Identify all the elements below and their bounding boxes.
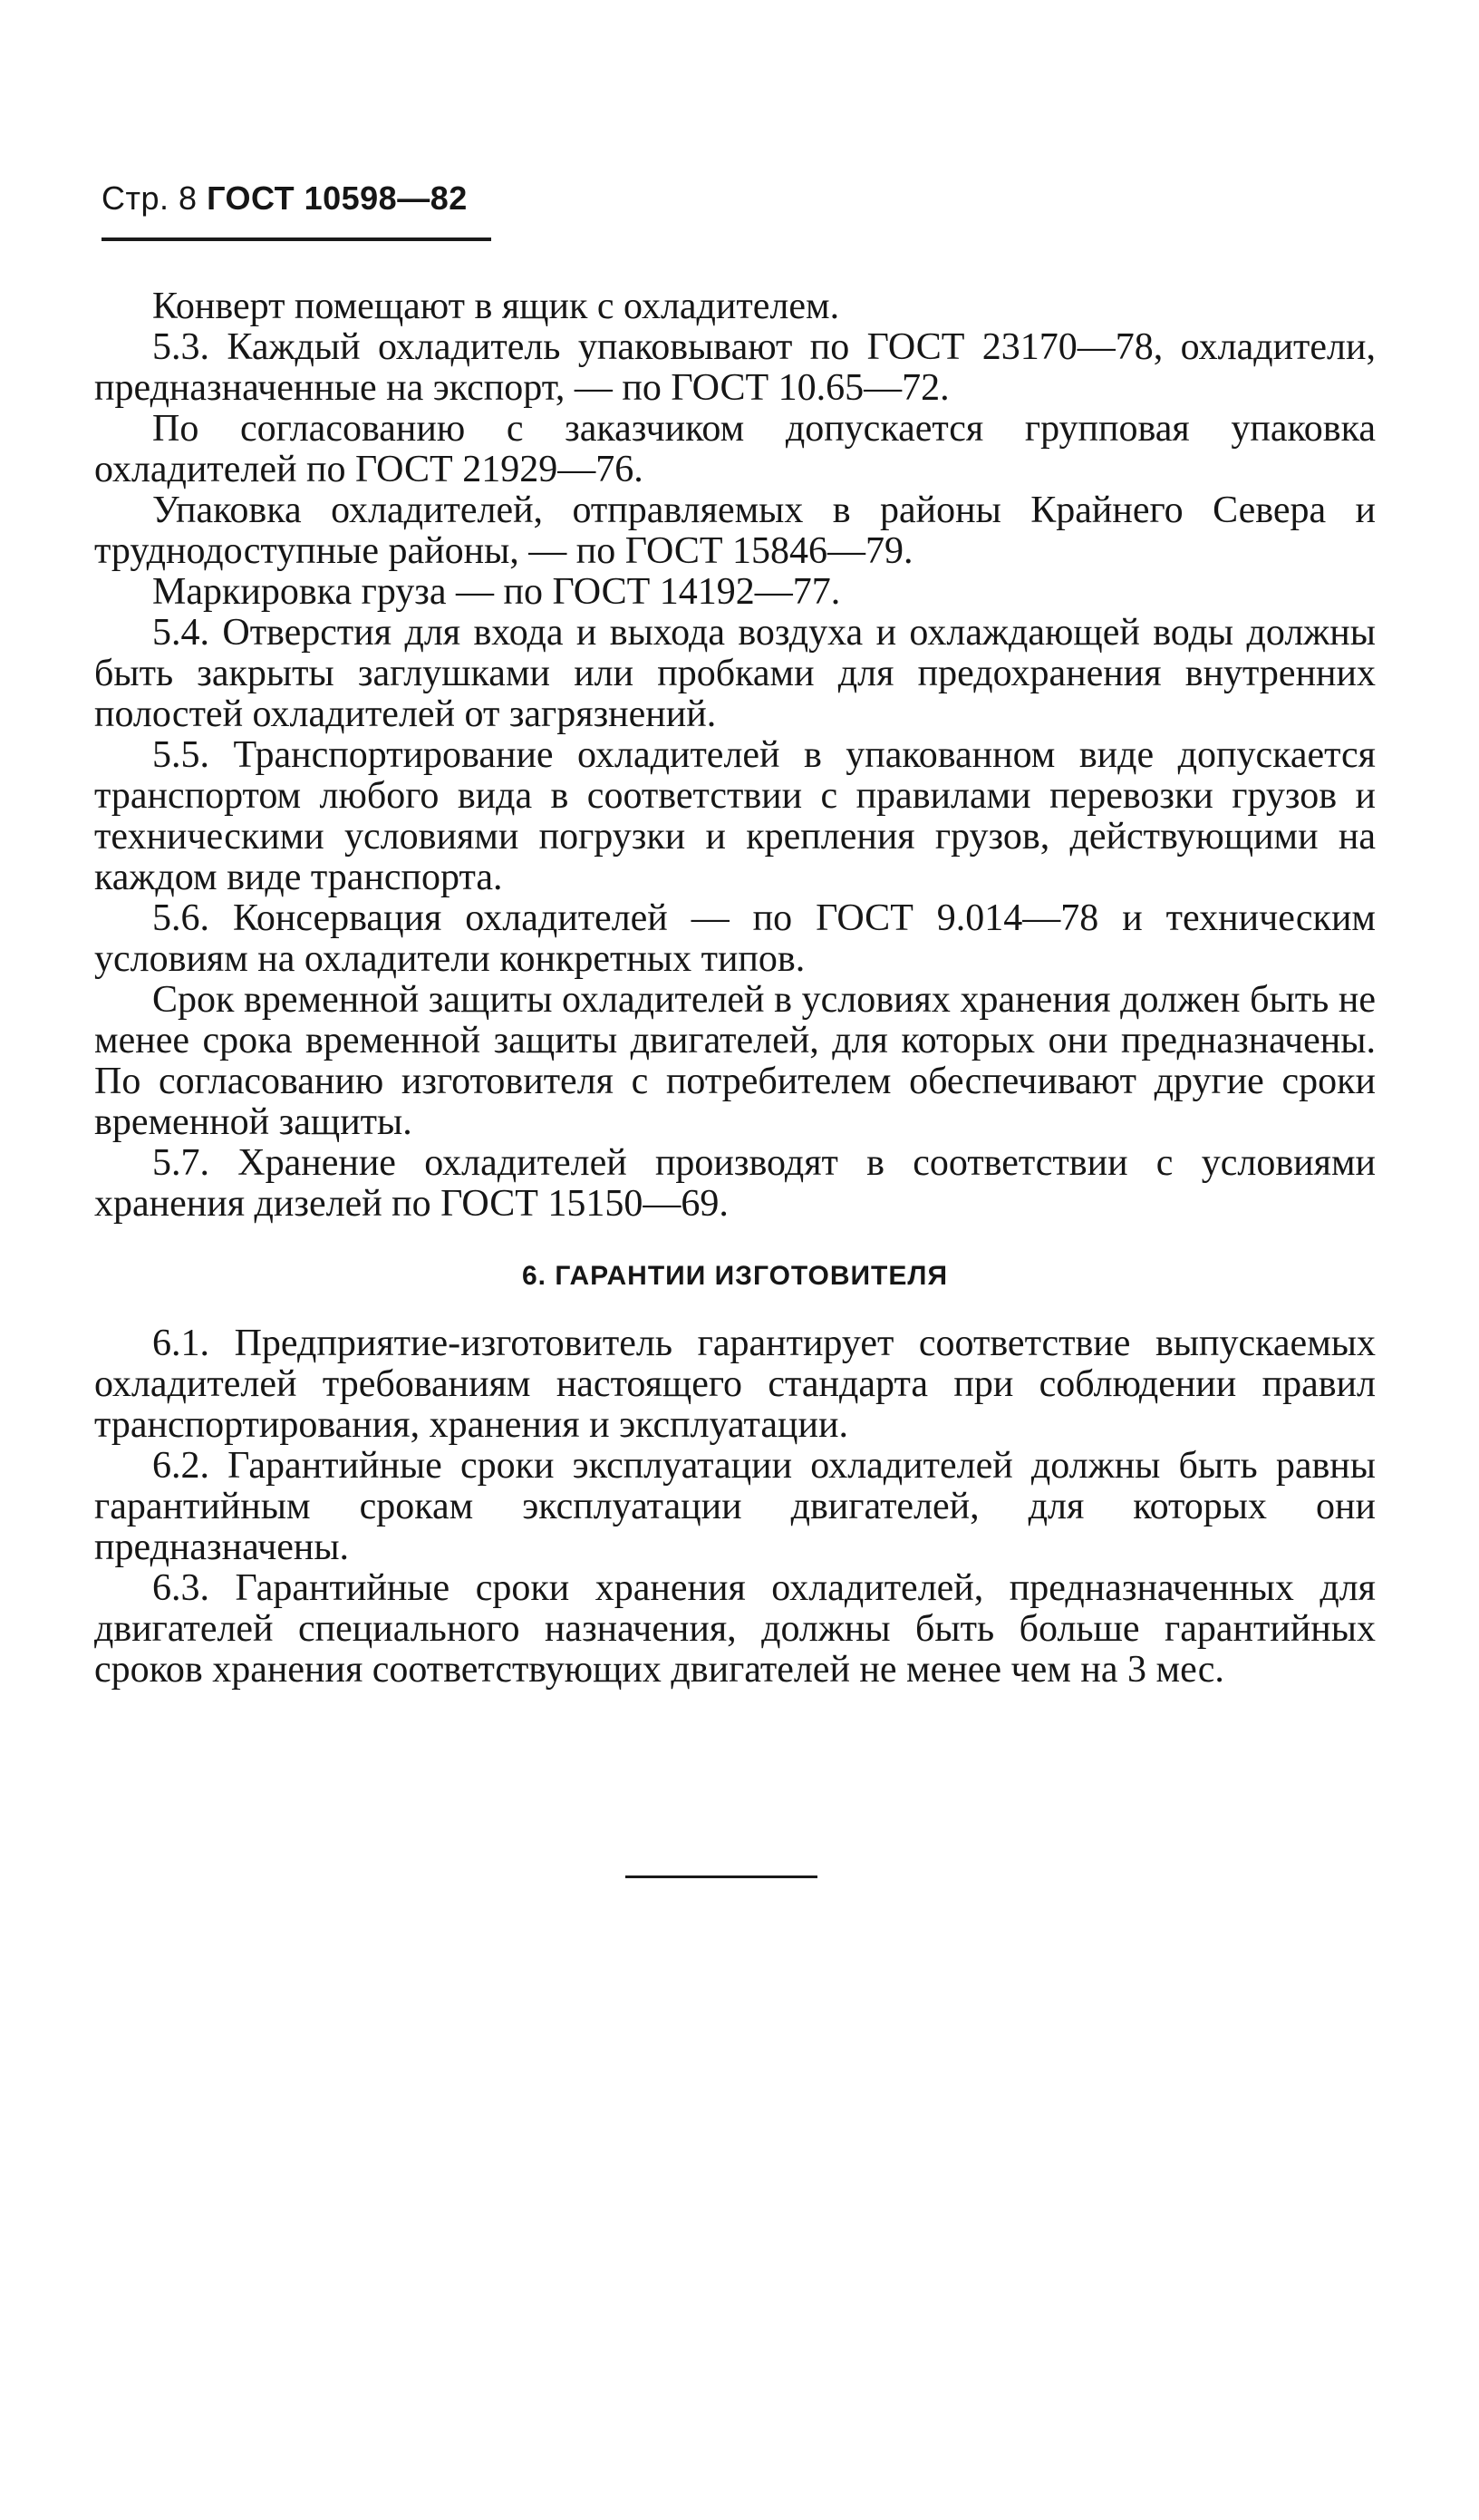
end-rule (625, 1875, 817, 1878)
header-rule (102, 237, 491, 241)
body-text (94, 286, 1376, 1691)
paragraph-group-packing: По согласованию с заказчиком допускается групповая упаковка охладителей по ГОСТ 21929—76. (94, 408, 1376, 490)
paragraph-5-5: 5.5. Транспортирование охладителей в упакованном виде допускается транспортом любого вида в соответствии с правилами перевозки грузов и техническими условиями погрузки и крепления грузов, действующими на каждом виде транспорта. (94, 734, 1376, 898)
standard-designation: ГОСТ 10598—82 (207, 179, 468, 217)
paragraph-5-7: 5.7. Хранение охладителей производят в соответствии с условиями хранения дизелей по ГОСТ 15150—69. (94, 1142, 1376, 1225)
section-heading: 6. ГАРАНТИИ ИЗГОТОВИТЕЛЯ (521, 1261, 948, 1291)
paragraph-6-3: 6.3. Гарантийные сроки хранения охладителей, предназначенных для двигателей специального назначения, должны быть больше гарантийных сроков хранения соответствующих двигателей не менее чем на 3 мес. (94, 1567, 1376, 1691)
paragraph-5-3: 5.3. Каждый охладитель упаковывают по ГОСТ 23170—78, охладители, предназначенные на экспорт, — по ГОСТ 10.65—72. (94, 326, 1376, 409)
paragraph-6-2: 6.2. Гарантийные сроки эксплуатации охладителей должны быть равны гарантийным срокам эксплуатации двигателей, для которых они предназначены. (94, 1445, 1376, 1568)
paragraph-protection-term: Срок временной защиты охладителей в условиях хранения должен быть не менее срока временной защиты двигателей, для которых они предназначены. По согласованию изготовителя с потребителем обеспечивают другие сроки временной защиты. (94, 979, 1376, 1143)
paragraph-6-1: 6.1. Предприятие-изготовитель гарантирует соответствие выпускаемых охладителей требованиям настоящего стандарта при соблюдении правил транспортирования, хранения и эксплуатации. (94, 1323, 1376, 1446)
paragraph-envelope: Конверт помещают в ящик с охладителем. (152, 286, 840, 327)
paragraph-north-packing: Упаковка охладителей, отправляемых в районы Крайнего Севера и труднодоступные районы, — по ГОСТ 15846—79. (94, 489, 1376, 572)
paragraph-marking: Маркировка груза — по ГОСТ 14192—77. (152, 571, 841, 613)
page-number-label: Стр. 8 (102, 179, 198, 217)
paragraph-5-6: 5.6. Консервация охладителей — по ГОСТ 9.014—78 и техническим условиям на охладители конкретных типов. (94, 897, 1376, 980)
paragraph-5-4: 5.4. Отверстия для входа и выхода воздуха и охлаждающей воды должны быть закрыты заглушками или пробками для предохранения внутренних полостей охладителей от загрязнений. (94, 612, 1376, 735)
running-head (102, 179, 468, 218)
